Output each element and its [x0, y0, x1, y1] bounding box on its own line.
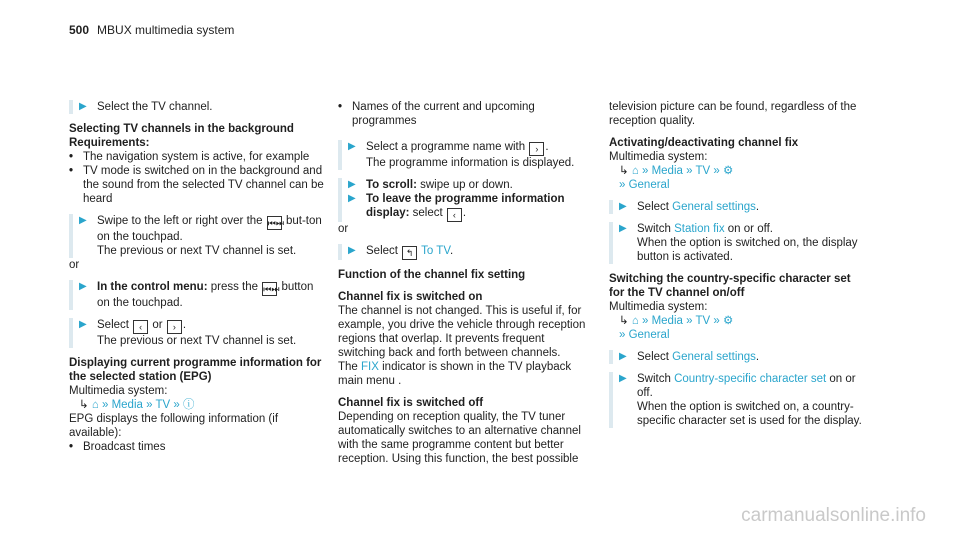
heading: Displaying current programme information for the selected station (EPG)	[69, 357, 322, 383]
step: ▶ Select General settings.	[609, 200, 864, 214]
list-item: • Broadcast times	[69, 441, 166, 453]
arrow-icon: ▶	[79, 215, 87, 226]
arrow-icon: ▶	[348, 141, 356, 152]
list-item: • Names of the current and upcoming programmes	[338, 101, 535, 127]
requirements-label: Requirements:	[69, 137, 150, 149]
arrow-icon: ▶	[348, 193, 356, 204]
arrow-icon: ▶	[79, 281, 87, 292]
chevron-right-icon: ›	[167, 320, 182, 334]
step: ▶ Select ↰ To TV.	[338, 244, 593, 260]
arrow-icon: ▶	[619, 223, 627, 234]
step: ▶ To leave the programme information display: select ‹ .	[338, 192, 593, 222]
step: ▶ Select the TV channel.	[69, 100, 324, 114]
page-title: MBUX multimedia system	[97, 23, 235, 37]
arrow-icon: ▶	[348, 245, 356, 256]
column-2: • Names of the current and upcoming programmes ▶ Select a programme name with › . The programme information is displayed. ▶ To scroll: swipe up or down. ▶ To leave the programme information display: select ‹ . or ▶ Select ↰ To TV. Function of the channel fix setting Channel fix is switched on The channel is not changed. This is useful if, for example, you drive the vehicle through reception regions that overlap. It prevents frequent switching back and forth between channels. The FIX indicator is shown in the TV playback main menu . Channel fix is switched off Depending on reception quality, the TV tuner automatically switches to an alternative channel with the same programme content but better reception. Using this function, the best possible	[338, 100, 593, 466]
column-1: ▶ Select the TV channel. Selecting TV channels in the background Requirements: • The navigation system is active, for example • TV mode is switched on in the background and the sound from the selected TV channel can be heard ▶ Swipe to the left or right over the ⏮⏭ but-ton on the touchpad. The previous or next TV channel is set. or ▶ In the control menu: press the ⏮⏭ button on the touchpad. ▶ Select ‹ or › . The previous or next TV channel is set. Displaying current programme information for the selected station (EPG) Multimedia system: ↳ ⌂ » Media » TV » ⓘ EPG displays the following information (if available): • Broadcast times	[69, 101, 324, 453]
heading: Function of the channel fix setting	[338, 269, 526, 281]
heading: Activating/deactivating channel fix	[609, 137, 799, 149]
step: ▶ To scroll: swipe up or down.	[338, 178, 593, 192]
menu-path: ↳ ⌂ » Media » TV » ⚙ » General	[619, 165, 734, 191]
arrow-icon: ▶	[79, 101, 87, 112]
step: ▶ Swipe to the left or right over the ⏮⏭ but-ton on the touchpad. The previous or next TV channel is set.	[69, 214, 324, 258]
heading: Selecting TV channels in the background	[69, 123, 294, 135]
menu-path: ↳ ⌂ » Media » TV » ⚙ » General	[619, 315, 734, 341]
arrow-icon: ▶	[619, 351, 627, 362]
subheading: Channel fix is switched off	[338, 397, 484, 409]
subheading: Channel fix is switched on	[338, 291, 483, 303]
step: ▶ Select General settings.	[609, 350, 864, 364]
skip-button-icon: ⏮⏭	[267, 218, 284, 228]
step: ▶ Select a programme name with › . The programme information is displayed.	[338, 140, 593, 170]
watermark: carmanualsonline.info	[741, 505, 926, 526]
page-header	[69, 23, 234, 37]
chevron-left-icon: ‹	[133, 320, 148, 334]
list-item: • The navigation system is active, for example	[69, 151, 310, 163]
back-icon: ↰	[402, 246, 417, 260]
heading: Switching the country-specific character set for the TV channel on/off	[609, 273, 851, 299]
step: ▶ In the control menu: press the ⏮⏭ button on the touchpad.	[69, 280, 324, 310]
chevron-left-icon: ‹	[447, 208, 462, 222]
step: ▶ Select ‹ or › . The previous or next TV channel is set.	[69, 318, 324, 348]
arrow-icon: ▶	[619, 373, 627, 384]
step: ▶ Switch Station fix on or off. When the option is switched on, the display button is activated.	[609, 222, 864, 264]
page-number: 500	[69, 23, 90, 37]
arrow-icon: ▶	[348, 179, 356, 190]
arrow-icon: ▶	[79, 319, 87, 330]
or-text: or	[69, 259, 80, 271]
step: ▶ Switch Country-specific character set on or off. When the option is switched on, a country-specific character set is used for the display.	[609, 372, 864, 428]
arrow-icon: ▶	[619, 201, 627, 212]
menu-path: ↳ ⌂ » Media » TV » ⓘ	[79, 399, 195, 411]
chevron-right-icon: ›	[529, 142, 544, 156]
list-item: • TV mode is switched on in the background and the sound from the selected TV channel can be heard	[69, 165, 324, 205]
skip-button-icon: ⏮⏭	[263, 284, 280, 294]
column-3: television picture can be found, regardless of the reception quality. Activating/deactivating channel fix Multimedia system: ↳ ⌂ » Media » TV » ⚙ » General ▶ Select General settings. ▶ Switch Station fix on or off. When the option is switched on, the display button is activated. Switching the country-specific character set for the TV channel on/off Multimedia system: ↳ ⌂ » Media » TV » ⚙ » General ▶ Select General settings. ▶ Switch Country-specific character set on or off. When the option is switched on, a country-specific character set is used for the display.	[609, 100, 864, 428]
